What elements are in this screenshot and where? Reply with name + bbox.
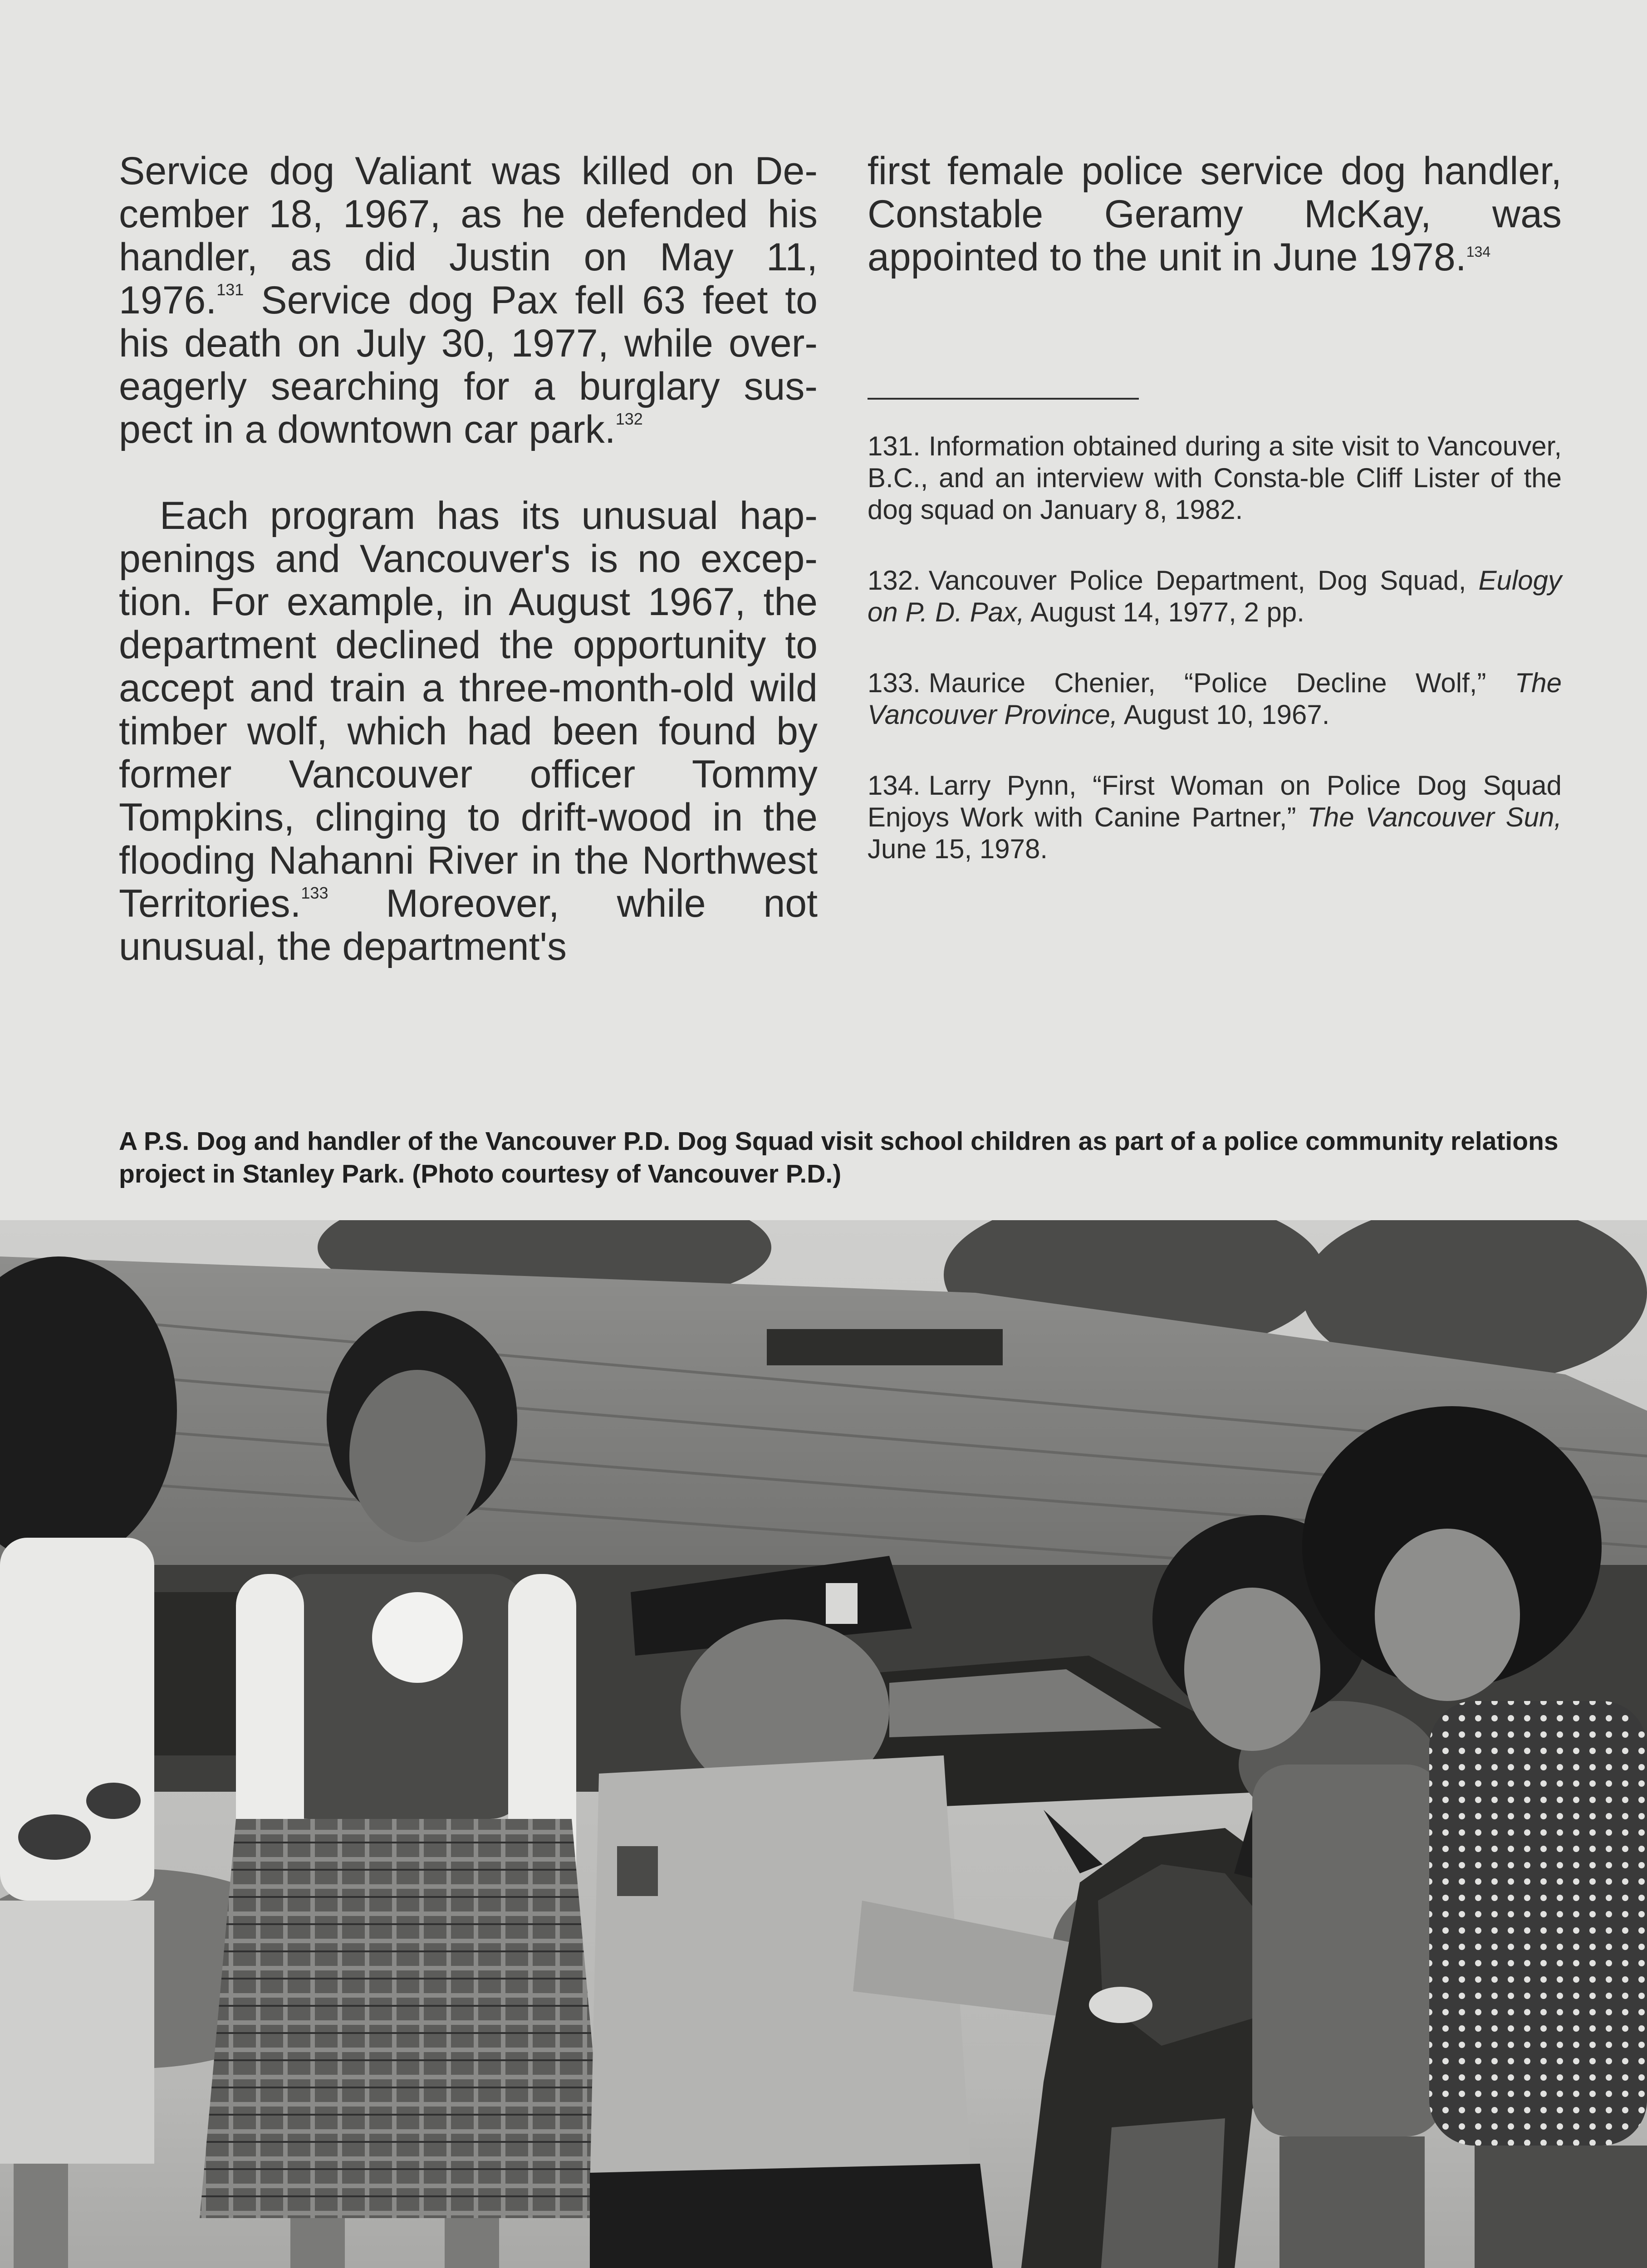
footnote-number: 132. <box>868 565 921 596</box>
footnote-text: Vancouver Police Department, Dog Squad, <box>928 565 1479 596</box>
photo-caption: A P.S. Dog and handler of the Vancouver P.D. Dog Squad visit school children as part of a police community relations project in Stanley Park. (Photo courtesy of Vancouver P.D.) <box>119 1127 1559 1188</box>
footnote-text: June 15, 1978. <box>868 834 1048 864</box>
footnote <box>868 770 1562 865</box>
footnote-divider <box>868 398 1139 400</box>
footnote-reference: 132 <box>615 410 643 428</box>
paragraph-text: Service dog Pax fell 63 feet to his death on July 30, 1977, while over-eagerly searching for a burglary sus-pect in a downtown car park. <box>119 279 818 451</box>
footnote-reference: 131 <box>216 280 244 299</box>
footnote-text: August 14, 1977, 2 pp. <box>1024 597 1304 627</box>
footnote-source-title: The Vancouver Sun, <box>1307 802 1562 832</box>
footnote <box>868 667 1562 731</box>
right-text-column <box>868 150 1562 904</box>
footnote-text: Larry Pynn, “First Woman on Police Dog Squad Enjoys Work with Canine Partner,” <box>868 770 1562 832</box>
paragraph-service-dogs-killed <box>119 150 818 451</box>
paragraph-text: Service dog Valiant was killed on De-cember 18, 1967, as he defended his handler, as did Justin on May 11, 1976. <box>119 149 818 322</box>
footnote-reference: 134 <box>1466 244 1491 260</box>
child-left-edge <box>0 1256 177 2268</box>
footnote-reference: 133 <box>301 884 328 902</box>
paragraph-continuation <box>868 150 1562 279</box>
footnote-number: 133. <box>868 668 921 698</box>
footnote-text: Information obtained during a site visit to Vancouver, B.C., and an interview with Consta-ble Cliff Lister of the dog squad on January 8, 1982. <box>868 431 1562 525</box>
photo-illustration <box>0 1220 1647 2268</box>
photograph-dog-handler-with-children <box>0 1220 1647 2268</box>
paragraph-text: first female police service dog handler, Constable Geramy McKay, was appointed to the unit in June 1978. <box>868 149 1562 279</box>
footnote-source-title: Eulogy on P. D. Pax, <box>868 565 1562 627</box>
footnote-source-title: The Vancouver Province, <box>868 668 1562 730</box>
left-text-column <box>119 150 818 968</box>
building-sign <box>767 1329 1003 1365</box>
paragraph-text: Each program has its unusual hap-penings and Vancouver's is no excep-tion. For example, in August 1967, the department declined the opportunity to accept and train a three-month-old wild timber wolf, which had been found by former Vancouver officer Tommy Tompkins, clinging to drift-wood in the flooding Nahanni River in the Northwest Territories. <box>119 494 818 925</box>
paragraph-unusual-happenings <box>119 494 818 968</box>
paragraph-text: Moreover, while not unusual, the department's <box>119 882 818 968</box>
footnote-number: 134. <box>868 770 921 801</box>
footnotes <box>868 430 1562 865</box>
footnote <box>868 565 1562 628</box>
footnote-number: 131. <box>868 431 921 461</box>
footnote <box>868 430 1562 526</box>
footnote-text: August 10, 1967. <box>1118 699 1330 730</box>
footnote-text: Maurice Chenier, “Police Decline Wolf,” <box>928 668 1515 698</box>
